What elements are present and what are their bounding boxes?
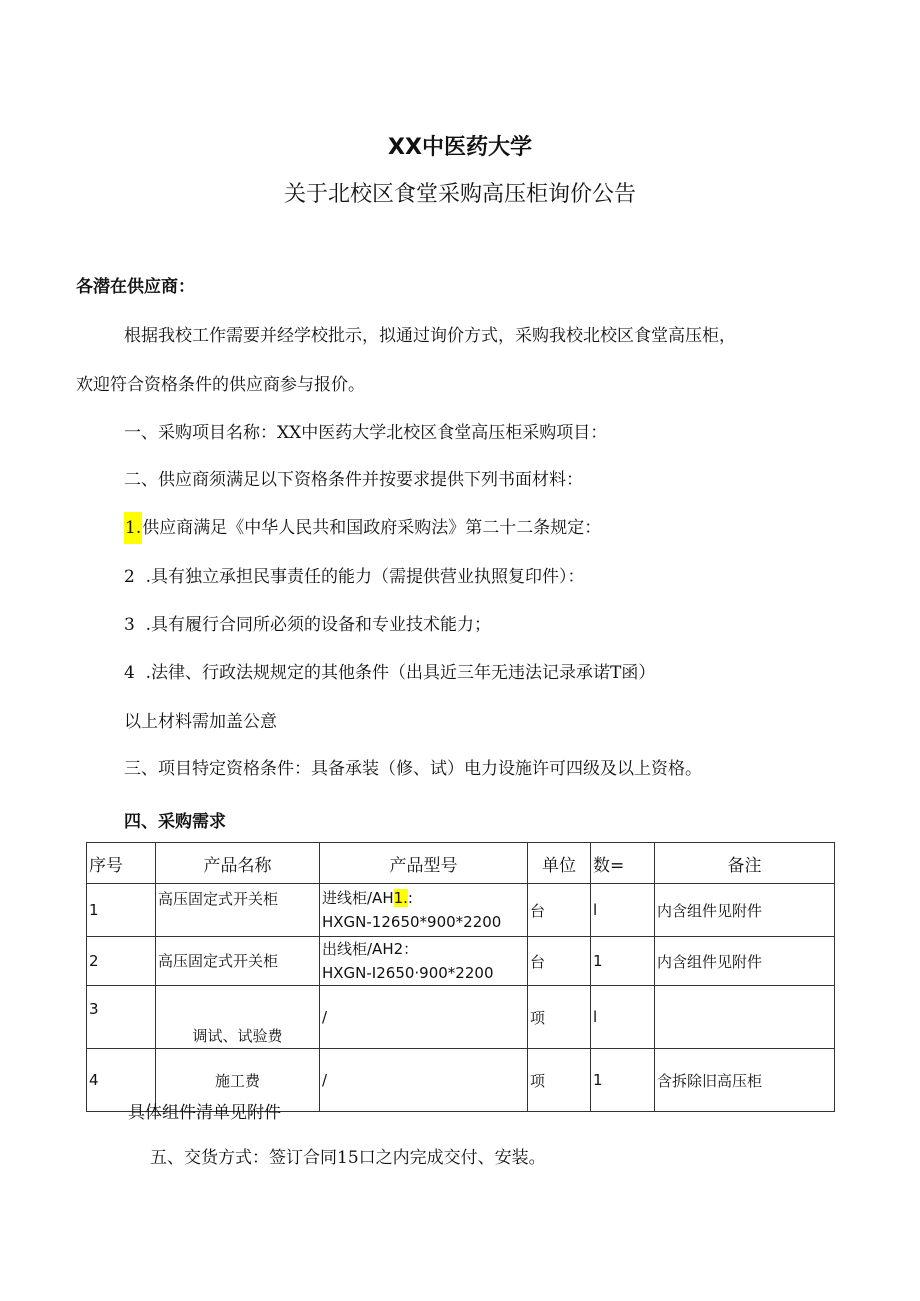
cell-product-model <box>320 884 528 937</box>
model-prefix: 出线柜/AH2： <box>322 940 419 958</box>
seal-note: 以上材料需加盖公意 <box>124 712 277 732</box>
cell-quantity: l <box>591 884 655 937</box>
cell-unit: 台 <box>528 884 591 937</box>
table-row <box>87 986 835 1049</box>
qualification-item-1 <box>124 513 601 538</box>
qualification-item-1-text: 供应商满足《中华人民共和国政府采购法》第二十二条规定： <box>142 518 602 538</box>
table-row <box>87 937 835 986</box>
intro-line-2: 欢迎符合资格条件的供应商参与报价。 <box>76 375 365 395</box>
cell-remarks: 内含组件见附件 <box>655 937 835 986</box>
cell-product-model <box>320 937 528 986</box>
cell-product-name: 高压固定式开关柜 <box>156 937 320 986</box>
model-suffix: : <box>407 889 413 907</box>
table-header-row <box>87 843 835 884</box>
header-serial: 序号 <box>87 843 156 884</box>
highlighted-number: 1. <box>124 512 142 544</box>
cell-serial: 4 <box>87 1049 156 1112</box>
section-4-heading: 四、采购需求 <box>124 812 226 832</box>
section-3-special-qualification: 三、项目特定资格条件：具备承装（修、试）电力设施许可四级及以上资格。 <box>124 759 702 779</box>
document-title: XX中医药大学 <box>388 135 532 160</box>
cell-product-model: / <box>320 1049 528 1112</box>
cell-unit: 台 <box>528 937 591 986</box>
cell-serial: 3 <box>87 986 156 1049</box>
cell-serial: 2 <box>87 937 156 986</box>
table-note: 具体组件清单见附件 <box>128 1103 281 1123</box>
table-row <box>87 884 835 937</box>
section-1-project-name: 一、采购项目名称：XX中医药大学北校区食堂高压柜采购项目： <box>124 423 608 443</box>
cell-product-name: 施工费 <box>156 1049 320 1112</box>
section-2-qualifications: 二、供应商须满足以下资格条件并按要求提供下列书面材料： <box>124 470 583 490</box>
cell-quantity: 1 <box>591 1049 655 1112</box>
salutation: 各潜在供应商： <box>76 277 195 297</box>
cell-product-name: 调试、试验费 <box>156 986 320 1049</box>
cell-remarks <box>655 986 835 1049</box>
cell-product-name: 高压固定式开关柜 <box>156 884 320 937</box>
document-subtitle: 关于北校区食堂采购高压柜询价公告 <box>283 182 636 207</box>
cell-product-model: / <box>320 986 528 1049</box>
model-prefix: 进线柜/AH <box>322 889 394 907</box>
header-remarks: 备注 <box>655 843 835 884</box>
qualification-item-2: 2 .具有独立承担民事责任的能力（需提供营业执照复印件）： <box>124 567 585 587</box>
qualification-item-4: 4 .法律、行政法规规定的其他条件（出具近三年无违法记录承诺T函） <box>124 663 656 683</box>
qualification-item-3: 3 .具有履行合同所必须的设备和专业技术能力； <box>124 615 492 635</box>
cell-unit: 项 <box>528 1049 591 1112</box>
header-product-name: 产品名称 <box>156 843 320 884</box>
model-spec: HXGN-I2650·900*2200 <box>322 964 494 982</box>
cell-remarks: 含拆除旧高压柜 <box>655 1049 835 1112</box>
cell-serial: 1 <box>87 884 156 937</box>
header-product-model: 产品型号 <box>320 843 528 884</box>
requirements-table <box>86 842 835 1112</box>
header-quantity: 数= <box>591 843 655 884</box>
cell-quantity: l <box>591 986 655 1049</box>
highlighted-model-number: 1. <box>393 889 408 907</box>
intro-line-1: 根据我校工作需要并经学校批示，拟通过询价方式，采购我校北校区食堂高压柜， <box>124 326 736 346</box>
cell-unit: 项 <box>528 986 591 1049</box>
header-unit: 单位 <box>528 843 591 884</box>
cell-remarks: 内含组件见附件 <box>655 884 835 937</box>
model-spec: HXGN-12650*900*2200 <box>322 913 502 931</box>
section-5-delivery: 五、交货方式：签订合同15口之内完成交付、安装。 <box>150 1148 546 1168</box>
cell-quantity: 1 <box>591 937 655 986</box>
